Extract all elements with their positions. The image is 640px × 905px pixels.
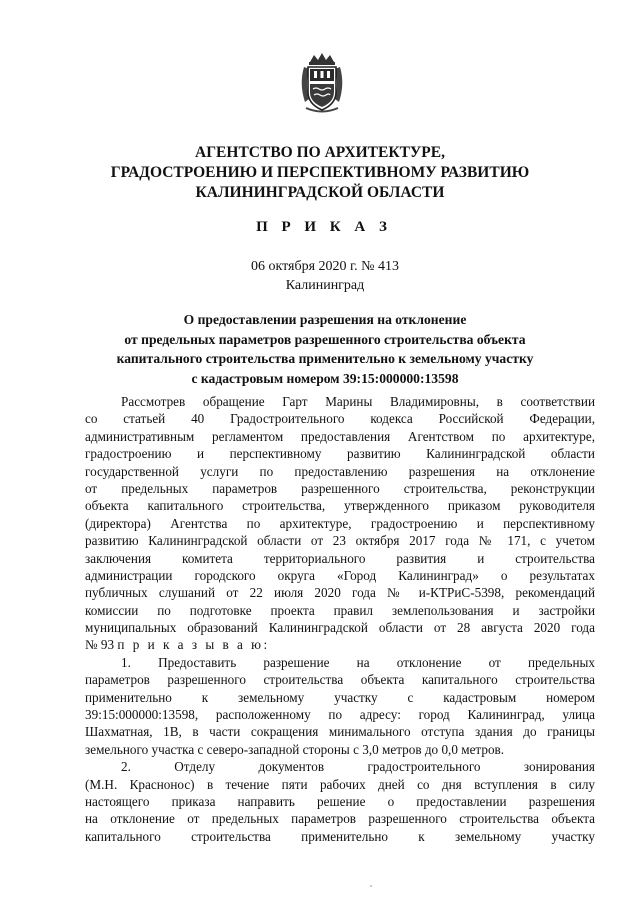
- body-line-start: № 93: [85, 637, 115, 653]
- body-line: 2. Отделу документов градостроительного зонирования: [121, 759, 595, 775]
- order-title: П Р И К А З: [256, 219, 392, 235]
- body-line: государственной услуги по предоставлению разрешения на отклонение: [85, 463, 595, 479]
- body-line: Шахматная, 1В, в части сокращения минимального отступа здания до границы: [85, 724, 595, 740]
- body-line: применительно к земельному участку с кадастровым номером: [85, 689, 595, 705]
- agency-name-line: АГЕНТСТВО ПО АРХИТЕКТУРЕ,: [195, 144, 445, 161]
- body-line: администрации городского округа «Город Калининград» о результатах: [85, 567, 595, 583]
- body-line: (М.Н. Краснонос) в течение пяти рабочих дней со дня вступления в силу: [85, 776, 595, 792]
- body-line: комиссии по подготовке проекта правил землепользования и застройки: [85, 602, 595, 618]
- order-directive: п р и к а з ы в а ю:: [117, 637, 270, 653]
- body-line: со статьей 40 Градостроительного кодекса Российской Федерации,: [85, 411, 595, 427]
- body-line: муниципальных образований Калининградской области от 28 августа 2020 года: [85, 620, 595, 636]
- agency-name-line: ГРАДОСТРОЕНИЮ И ПЕРСПЕКТИВНОМУ РАЗВИТИЮ: [110, 164, 530, 181]
- body-line: административным регламентом предоставления Агентством по архитектуре,: [85, 428, 595, 444]
- body-line: градостроению и перспективному развитию Калининградской области: [85, 446, 595, 462]
- body-line: развитию Калининградской области от 23 октября 2017 года № 171, с учетом: [85, 533, 595, 549]
- body-line: заключения комитета территориального развития и строительства: [85, 550, 595, 566]
- body-line: настоящего приказа направить решение о предоставлении разрешения: [85, 793, 595, 809]
- order-body: [85, 393, 595, 845]
- scan-speck: [370, 885, 372, 887]
- body-line: капитального строительства применительно к земельному участку: [85, 828, 595, 844]
- agency-name: [60, 143, 580, 203]
- subject-line: от предельных параметров разрешенного строительства объекта: [124, 331, 526, 347]
- body-line: параметров разрешенного строительства объекта капитального строительства: [85, 672, 595, 688]
- agency-name-line: КАЛИНИНГРАДСКОЙ ОБЛАСТИ: [195, 184, 445, 201]
- body-line: Рассмотрев обращение Гарт Марины Владимировны, в соответствии: [121, 394, 595, 409]
- order-subject: [60, 310, 580, 388]
- body-line: от предельных параметров разрешенного строительства, реконструкции: [85, 480, 595, 496]
- body-line: публичных слушаний от 22 июля 2020 года № и-КТРиС-5398, рекомендаций: [85, 585, 595, 601]
- body-line: 39:15:000000:13598, расположенному по адресу: город Калининград, улица: [85, 707, 595, 723]
- body-line: (директора) Агентства по архитектуре, градостроению и перспективному: [85, 515, 595, 531]
- body-line: 1. Предоставить разрешение на отклонение от предельных: [121, 654, 595, 670]
- body-line: [85, 636, 595, 653]
- order-date-number: 06 октября 2020 г. № 413: [250, 259, 400, 274]
- order-city: Калининград: [285, 278, 365, 293]
- body-line: земельного участка с северо-западной стороны с 3,0 метров до 0,0 метров.: [85, 741, 505, 757]
- body-line: на отклонение от предельных параметров разрешенного строительства объекта: [85, 811, 595, 827]
- subject-line: с кадастровым номером 39:15:000000:13598: [191, 370, 459, 386]
- body-line: объекта капитального строительства, утвержденного приказом руководителя: [85, 498, 595, 514]
- subject-line: О предоставлении разрешения на отклонение: [183, 312, 467, 327]
- subject-line: капитального строительства применительно к земельному участку: [116, 351, 534, 366]
- coat-of-arms-icon: [296, 52, 348, 116]
